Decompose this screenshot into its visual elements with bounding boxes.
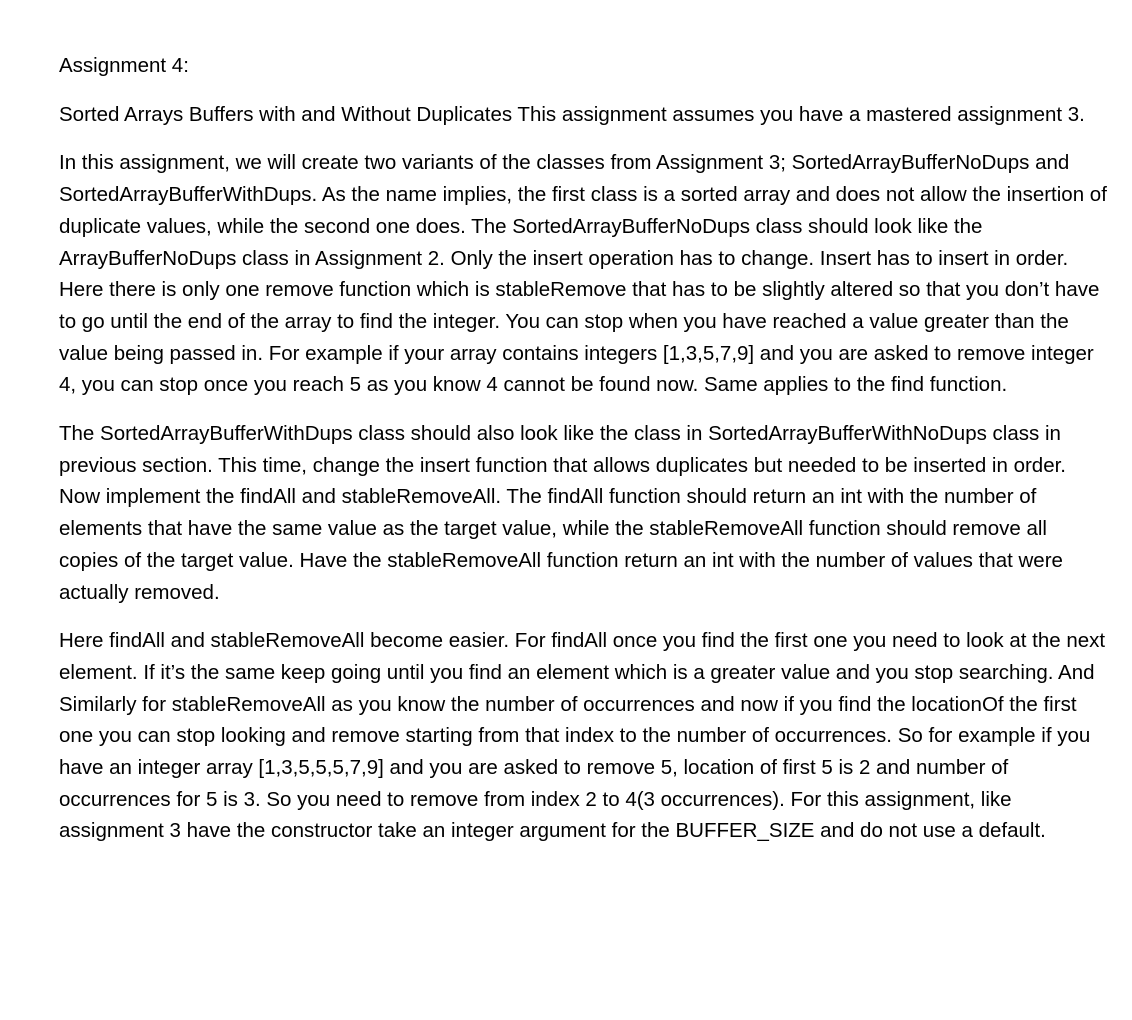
paragraph-with-dups: The SortedArrayBufferWithDups class should also look like the class in SortedArrayBufferWithNoDups class in previous section. This time, change the insert function that allows duplicates but needed to be inserted in order. Now implement the findAll and stableRemoveAll. The findAll function should return an int with the number of elements that have the same value as the target value, while the stableRemoveAll function should remove all copies of the target value. Have the stableRemoveAll function return an int with the number of values that were actually removed.	[59, 422, 1067, 604]
paragraph-find-all: Here findAll and stableRemoveAll become easier. For findAll once you find the first one you need to look at the next element. If it’s the same keep going until you find an element which is a greater value and you stop searching. And Similarly for stableRemoveAll as you know the number of occurrences and now if you find the locationOf the first one you can stop looking and remove starting from that index to the number of occurrences. So for example if you have an integer array [1,3,5,5,5,7,9] and you are asked to remove 5, location of first 5 is 2 and number of occurrences for 5 is 3. So you need to remove from index 2 to 4(3 occurrences). For this assignment, like assignment 3 have the constructor take an integer argument for the BUFFER_SIZE and do not use a default.	[59, 629, 1106, 843]
document-body	[59, 50, 1109, 864]
paragraph-no-dups: In this assignment, we will create two variants of the classes from Assignment 3; SortedArrayBufferNoDups and SortedArrayBufferWithDups. As the name implies, the first class is a sorted array and does not allow the insertion of duplicate values, while the second one does. The SortedArrayBufferNoDups class should look like the ArrayBufferNoDups class in Assignment 2. Only the insert operation has to change. Insert has to insert in order. Here there is only one remove function which is stableRemove that has to be slightly altered so that you don’t have to go until the end of the array to find the integer. You can stop when you have reached a value greater than the value being passed in. For example if your array contains integers [1,3,5,7,9] and you are asked to remove integer 4, you can stop once you reach 5 as you know 4 cannot be found now. Same applies to the find function.	[59, 151, 1107, 397]
document-title: Assignment 4:	[59, 54, 189, 77]
paragraph-intro: Sorted Arrays Buffers with and Without Duplicates This assignment assumes you have a mastered assignment 3.	[59, 102, 1085, 126]
